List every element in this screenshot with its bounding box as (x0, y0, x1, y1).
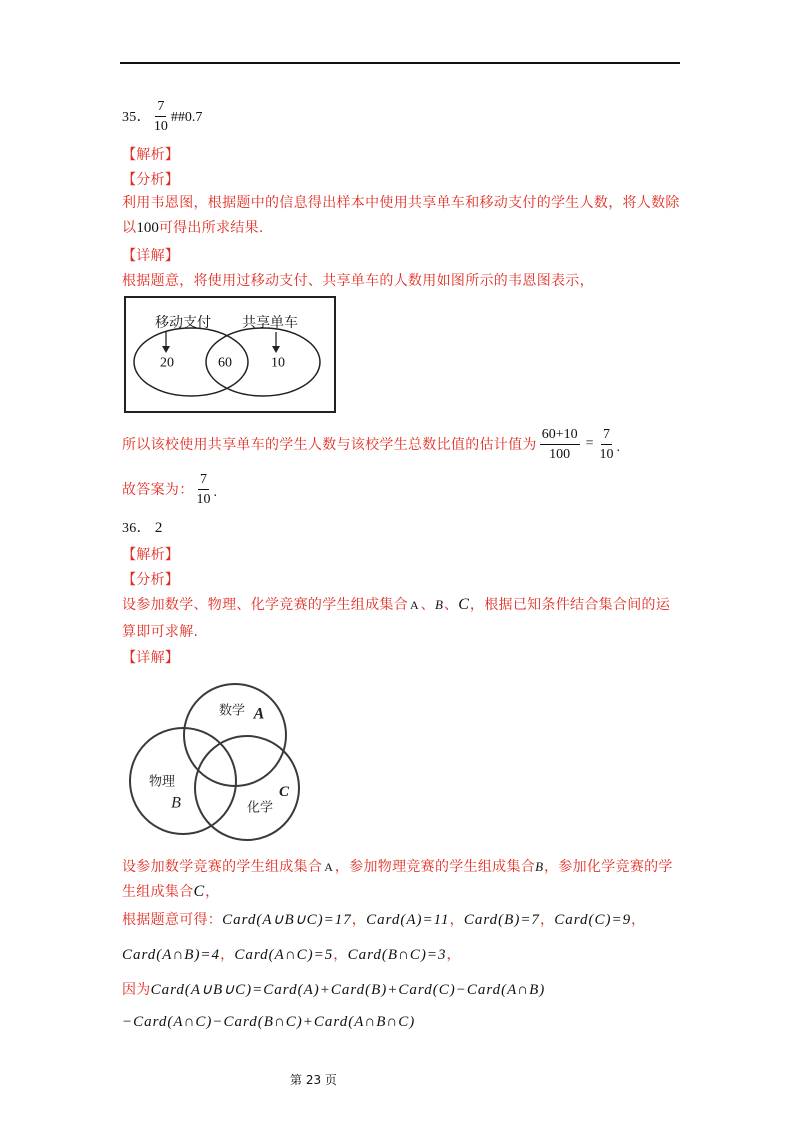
venn-set-b-letter: B (171, 794, 181, 812)
q35-conclusion-fraction1 (540, 427, 580, 462)
separator: ， (351, 912, 367, 928)
fraction-denominator: 10 (153, 118, 168, 134)
set-b-symbol: B (535, 859, 545, 874)
fraction-numerator: 60+10 (540, 427, 580, 445)
q35-number: 35． (122, 110, 151, 125)
math-expression: Card(B)=7 (463, 912, 540, 928)
page-number-footer: 第 23 页 (290, 1073, 337, 1087)
separator: ， (333, 947, 348, 963)
venn-left-only-value: 20 (160, 355, 174, 371)
set-a-symbol: A (410, 598, 419, 612)
q35-fenxi-label: 【分析】 (122, 172, 180, 188)
q35-final-answer-line (122, 469, 217, 509)
q35-analysis-line2-prefix: 以 (122, 220, 137, 236)
header-rule (120, 62, 680, 64)
separator: ， (449, 912, 464, 928)
math-expression: Card(A)=11 (366, 912, 450, 928)
math-expression: Card(C)=9 (554, 912, 632, 928)
q35-conclusion-text: 所以该校使用共享单车的学生人数与该校学生总数比值的估计值为 (122, 437, 537, 453)
inclusion-exclusion-formula-continued: −Card(A∩C)−Card(B∩C)+Card(A∩B∩C) (122, 1014, 416, 1030)
set-a-symbol: A (324, 860, 333, 874)
definition-text: ，参加物理竞赛的学生组成集合 (334, 859, 536, 875)
separator: ， (220, 947, 235, 963)
definition-end: ， (205, 884, 220, 900)
fraction-denominator: 10 (599, 446, 614, 462)
separator: ， (446, 947, 461, 963)
q35-venn-diagram (120, 293, 340, 417)
venn-right-arrowhead (272, 346, 280, 353)
venn-right-only-value: 10 (271, 355, 285, 371)
venn-math-label: 数学 (218, 703, 246, 719)
venn-left-arrowhead (162, 346, 170, 353)
fraction-denominator: 100 (549, 446, 571, 462)
set-c-symbol: C (193, 883, 206, 900)
q36-analysis-line1 (122, 595, 670, 615)
separator: ， (631, 912, 646, 928)
q35-analysis-line2 (122, 218, 264, 238)
q35-answer-fraction (154, 99, 168, 134)
because-prefix: 因为 (122, 982, 151, 998)
fraction-numerator: 7 (198, 472, 209, 490)
q36-analysis-suffix: ，根据已知条件结合集合间的运 (469, 597, 671, 613)
q35-final-end: . (213, 485, 217, 500)
q35-xiangjie-label: 【详解】 (122, 248, 180, 264)
q35-analysis-number: 100 (136, 220, 159, 236)
math-expression: Card(A∩B)=4 (122, 947, 221, 963)
q36-answer: 2 (154, 520, 163, 536)
q36-fenxi-label: 【分析】 (122, 572, 180, 588)
venn-chemistry-label: 化学 (246, 800, 274, 816)
q35-final-text: 故答案为： (122, 482, 194, 498)
q36-definition-line2 (122, 882, 219, 902)
fraction-numerator: 7 (601, 427, 612, 445)
q36-answer-line (122, 518, 162, 539)
q36-venn-diagram (122, 678, 312, 846)
inclusion-exclusion-formula: Card(A∪B∪C)=Card(A)+Card(B)+Card(C)−Card(A∩B) (150, 982, 546, 998)
equals-sign: = (585, 436, 594, 451)
q36-xiangjie-label: 【详解】 (122, 650, 180, 666)
fraction-denominator: 10 (196, 491, 211, 507)
q36-definition-line1 (122, 857, 673, 877)
q35-answer-line (122, 96, 202, 136)
fraction-numerator: 7 (155, 99, 166, 117)
definition-text: 设参加数学竞赛的学生组成集合 (122, 859, 323, 875)
q35-final-fraction (197, 472, 211, 507)
math-expression: Card(A∩C)=5 (234, 947, 334, 963)
q36-given-line1 (122, 910, 645, 930)
venn-set-c-letter: C (278, 784, 290, 800)
definition-text: 生组成集合 (122, 884, 194, 900)
q36-formula-line2 (122, 1012, 415, 1032)
q36-analysis-prefix: 设参加数学、物理、化学竞赛的学生组成集合 (122, 597, 408, 613)
q36-analysis-line2: 算即可求解. (122, 624, 199, 640)
venn-physics-label: 物理 (148, 774, 176, 790)
definition-text: ，参加化学竞赛的学 (544, 859, 673, 875)
q36-formula-line1 (122, 980, 545, 1000)
set-c-symbol: C (458, 596, 470, 613)
venn-both-value: 60 (218, 355, 232, 371)
q35-analysis-line2-suffix: 可得出所求结果. (158, 220, 264, 236)
q35-analysis-line1: 利用韦恩图，根据题中的信息得出样本中使用共享单车和移动支付的学生人数，将人数除 (122, 195, 680, 211)
q35-conclusion-end: . (616, 440, 621, 455)
separator: 、 (443, 597, 459, 613)
separator: 、 (420, 597, 435, 613)
q36-number: 36． (122, 521, 151, 536)
separator: ， (539, 912, 555, 928)
venn-right-label: 共享单车 (242, 315, 298, 331)
q35-conclusion-line (122, 424, 620, 464)
q35-jiexi-label: 【解析】 (122, 147, 180, 163)
q35-detail-intro: 根据题意，将使用过移动支付、共享单车的人数用如图所示的韦恩图表示， (122, 273, 594, 289)
q36-jiexi-label: 【解析】 (122, 547, 180, 563)
given-prefix: 根据题意可得： (122, 912, 223, 928)
math-expression: Card(B∩C)=3 (347, 947, 447, 963)
q36-given-line2 (122, 945, 461, 965)
q35-answer-suffix: ##0.7 (170, 110, 203, 125)
q35-conclusion-fraction2 (600, 427, 614, 462)
math-expression: Card(A∪B∪C)=17 (222, 912, 352, 928)
venn-left-label: 移动支付 (155, 315, 211, 331)
set-b-symbol: B (434, 597, 444, 612)
venn-set-a-letter: A (253, 705, 265, 723)
